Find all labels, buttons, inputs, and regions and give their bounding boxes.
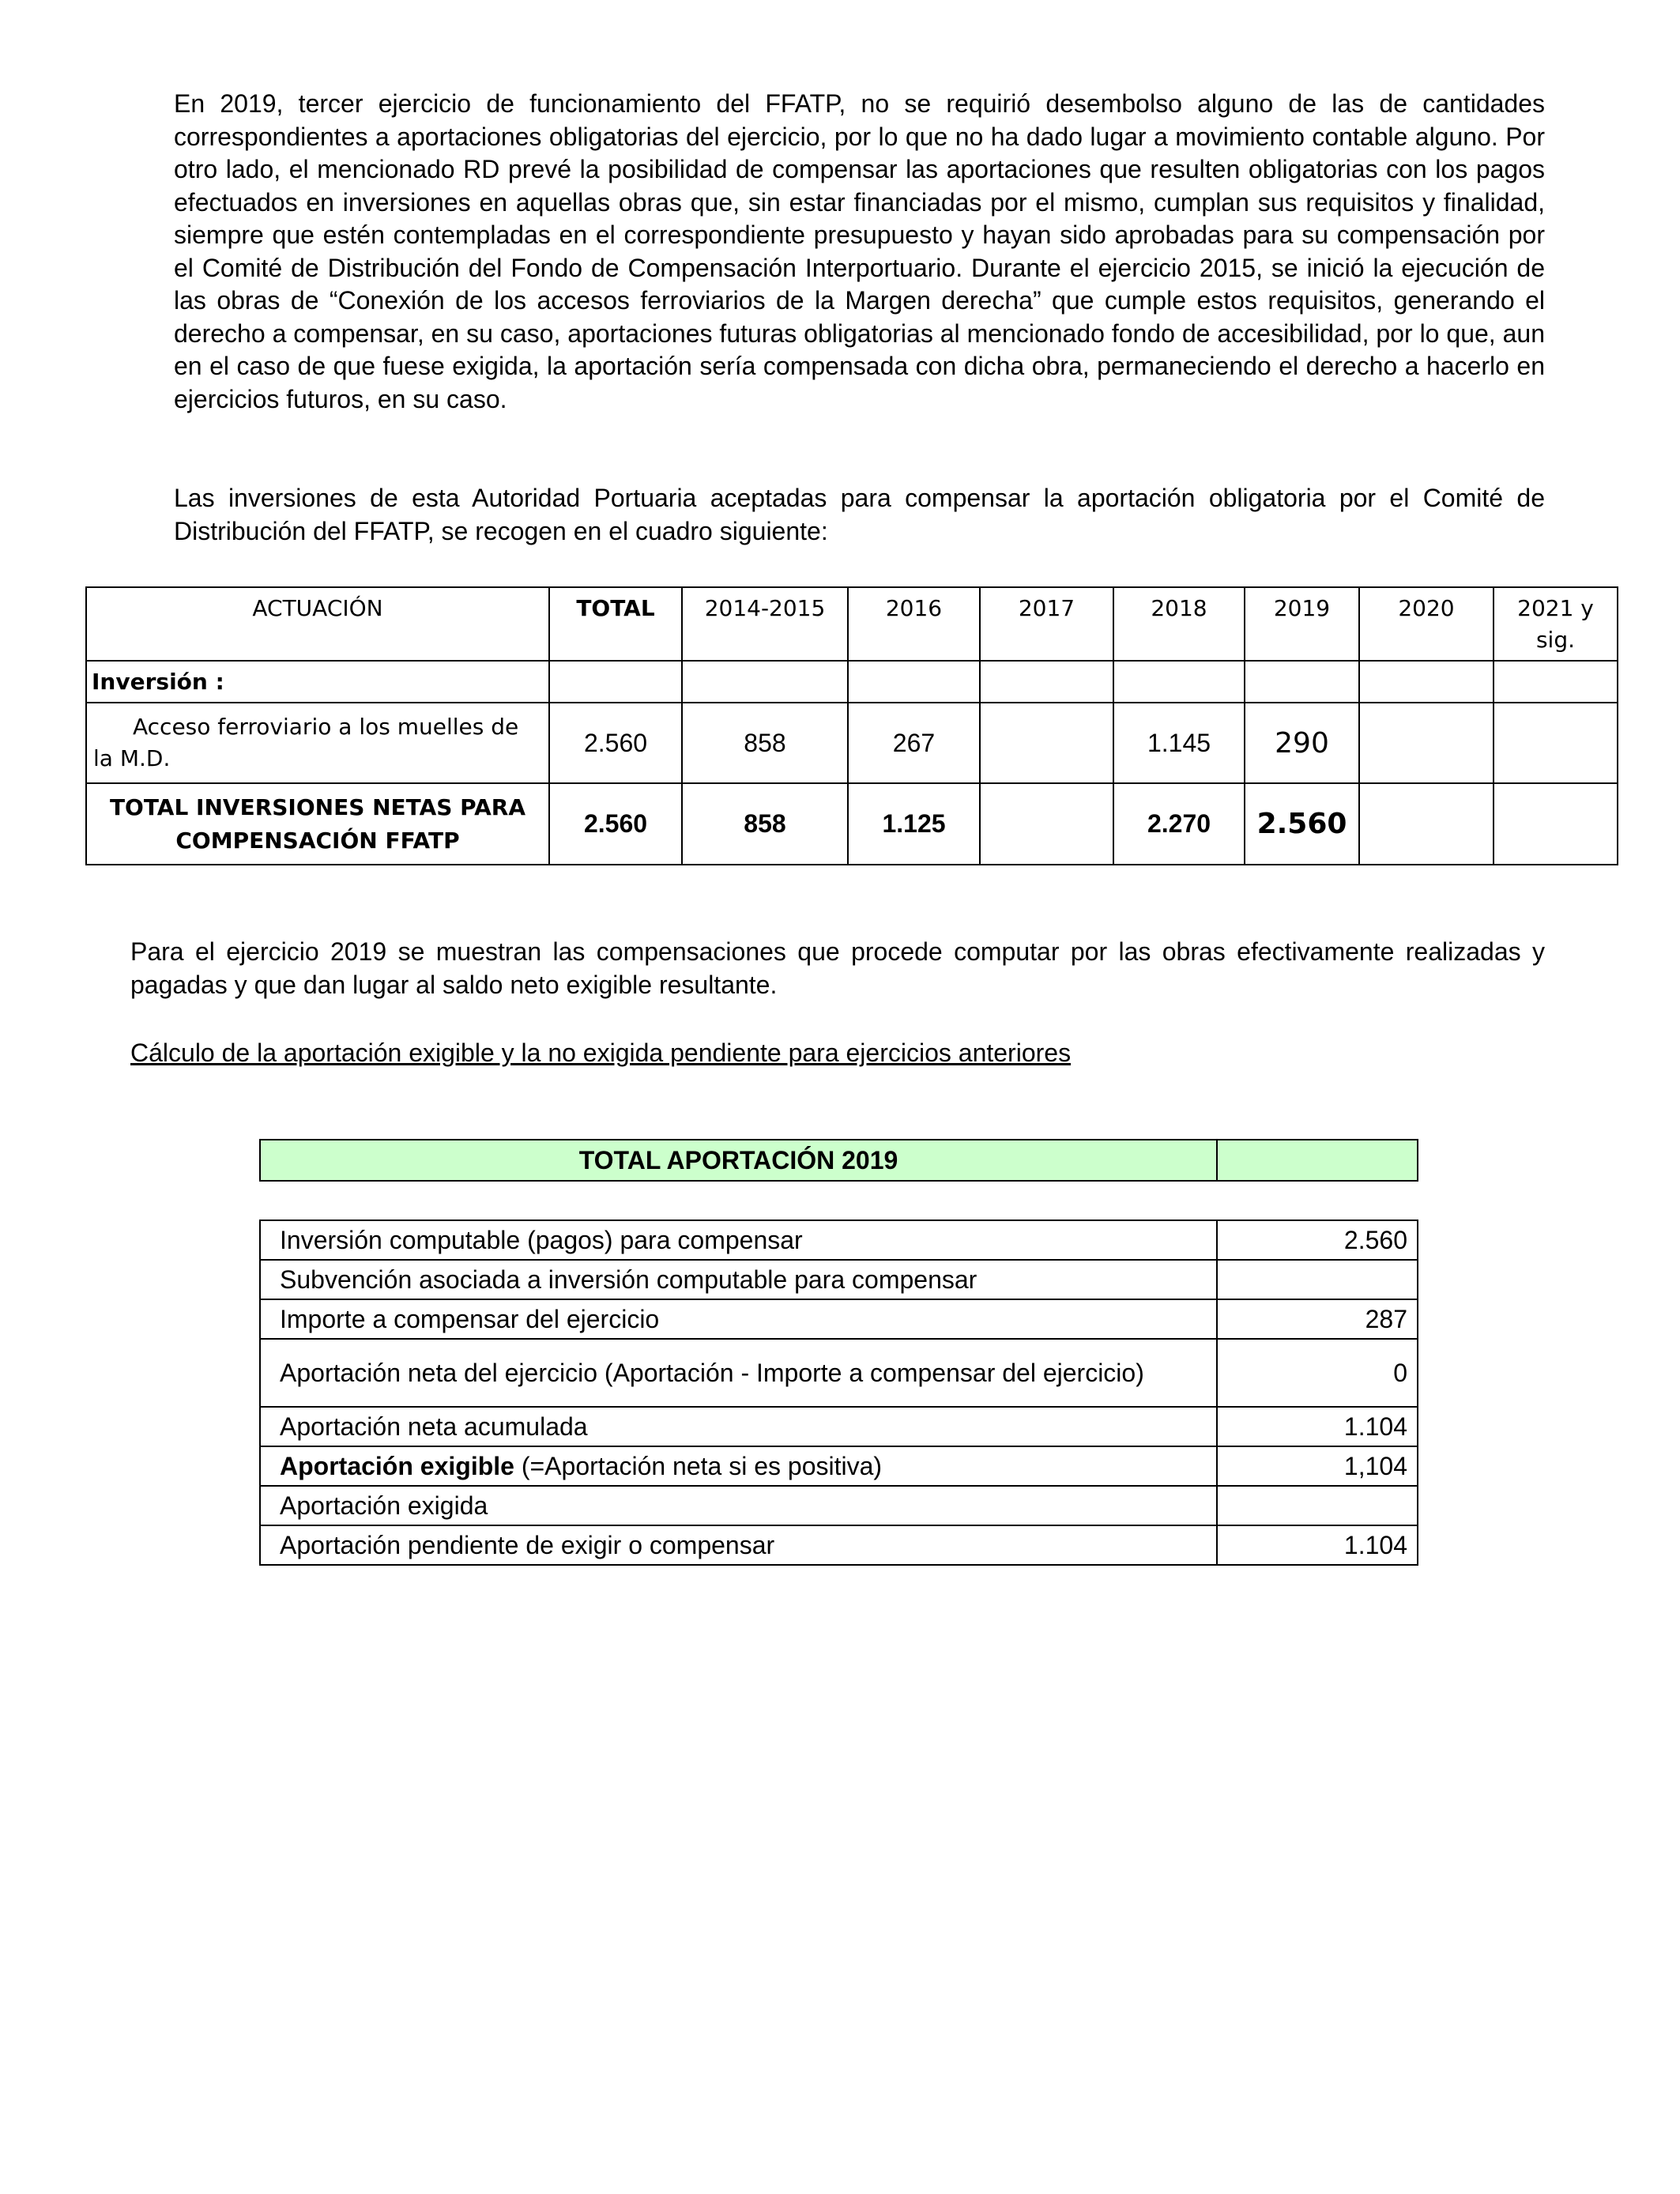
calc-value: 287 bbox=[1217, 1299, 1418, 1339]
table-row bbox=[260, 1220, 1418, 1260]
row-2020 bbox=[1359, 703, 1494, 783]
header-actuacion: ACTUACIÓN bbox=[86, 587, 549, 661]
calc-value: 1.104 bbox=[1217, 1525, 1418, 1565]
calc-value: 0 bbox=[1217, 1339, 1418, 1407]
row-2016: 267 bbox=[848, 703, 980, 783]
table-row bbox=[260, 1407, 1418, 1446]
row-total: 2.560 bbox=[549, 703, 682, 783]
compensaciones-paragraph: Para el ejercicio 2019 se muestran las compensaciones que procede computar por las obras efectivamente realizadas y pagadas y que dan lugar al saldo neto exigible resultante. bbox=[130, 937, 1545, 999]
investment-table bbox=[85, 586, 1618, 865]
investment-table-header bbox=[86, 587, 1618, 661]
calc-label: Aportación neta acumulada bbox=[260, 1407, 1217, 1446]
section-label: Inversión : bbox=[86, 661, 549, 703]
total-aportacion-title: TOTAL APORTACIÓN 2019 bbox=[260, 1140, 1217, 1181]
total-2016: 1.125 bbox=[848, 783, 980, 865]
header-2018: 2018 bbox=[1113, 587, 1245, 661]
calc-label: Aportación pendiente de exigir o compensar bbox=[260, 1525, 1217, 1565]
header-2020: 2020 bbox=[1359, 587, 1494, 661]
investment-section-row bbox=[86, 661, 1618, 703]
table-row bbox=[260, 1446, 1418, 1486]
total-2019: 2.560 bbox=[1245, 783, 1359, 865]
table-row bbox=[86, 703, 1618, 783]
calc-label: Aportación exigida bbox=[260, 1486, 1217, 1525]
row-label bbox=[86, 703, 549, 783]
row-label-text: Acceso ferroviario a los muelles de la M.D. bbox=[93, 714, 519, 771]
table-row bbox=[260, 1299, 1418, 1339]
inversiones-paragraph: Las inversiones de esta Autoridad Portuaria aceptadas para compensar la aportación obligatoria por el Comité de Distribución del FFATP, se recogen en el cuadro siguiente: bbox=[174, 484, 1545, 545]
row-2017 bbox=[980, 703, 1113, 783]
header-total: TOTAL bbox=[549, 587, 682, 661]
header-2019: 2019 bbox=[1245, 587, 1359, 661]
row-2021-sig bbox=[1494, 703, 1618, 783]
table-row bbox=[260, 1339, 1418, 1407]
calc-value: 1,104 bbox=[1217, 1446, 1418, 1486]
table-row bbox=[260, 1525, 1418, 1565]
total-row bbox=[86, 783, 1618, 865]
total-aportacion-value bbox=[1217, 1140, 1418, 1181]
calc-value: 1.104 bbox=[1217, 1407, 1418, 1446]
calc-label: Importe a compensar del ejercicio bbox=[260, 1299, 1217, 1339]
row-2019: 290 bbox=[1245, 703, 1359, 783]
total-2017 bbox=[980, 783, 1113, 865]
table-row bbox=[260, 1260, 1418, 1299]
intro-paragraph: En 2019, tercer ejercicio de funcionamiento del FFATP, no se requirió desembolso alguno de las de cantidades correspondientes a aportaciones obligatorias del ejercicio, por lo que no ha dado lugar a movimiento contable alguno. Por otro lado, el mencionado RD prevé la posibilidad de compensar las aportaciones que resulten obligatorias con los pagos efectuados en inversiones en aquellas obras que, sin estar financiadas por el mismo, cumplan sus requisitos y finalidad, siempre que estén contempladas en el correspondiente presupuesto y hayan sido aprobadas para su compensación por el Comité de Distribución del Fondo de Compensación Interportuario. Durante el ejercicio 2015, se inició la ejecución de las obras de “Conexión de los accesos ferroviarios de la Margen derecha” que cumple estos requisitos, generando el derecho a compensar, en su caso, aportaciones futuras obligatorias al mencionado fondo de accesibilidad, por lo que, aun en el caso de que fuese exigida, la aportación sería compensada con dicha obra, permaneciendo el derecho a hacerlo en ejercicios futuros, en su caso. bbox=[174, 89, 1545, 413]
header-2014-2015: 2014-2015 bbox=[682, 587, 848, 661]
total-2018: 2.270 bbox=[1113, 783, 1245, 865]
calc-value: 2.560 bbox=[1217, 1220, 1418, 1260]
total-row-label: TOTAL INVERSIONES NETAS PARA COMPENSACIÓN FFATP bbox=[86, 783, 549, 865]
total-aportacion-box bbox=[259, 1139, 1418, 1182]
calc-value bbox=[1217, 1486, 1418, 1525]
calc-label: Subvención asociada a inversión computable para compensar bbox=[260, 1260, 1217, 1299]
header-2017: 2017 bbox=[980, 587, 1113, 661]
calc-label: Aportación neta del ejercicio (Aportación - Importe a compensar del ejercicio) bbox=[260, 1339, 1217, 1407]
calc-table bbox=[259, 1220, 1418, 1566]
row-2018: 1.145 bbox=[1113, 703, 1245, 783]
total-2020 bbox=[1359, 783, 1494, 865]
calc-heading: Cálculo de la aportación exigible y la no exigida pendiente para ejercicios anteriores bbox=[130, 1039, 1072, 1067]
total-2021-sig bbox=[1494, 783, 1618, 865]
row-2014-2015: 858 bbox=[682, 703, 848, 783]
header-2016: 2016 bbox=[848, 587, 980, 661]
calc-value bbox=[1217, 1260, 1418, 1299]
total-2014-2015: 858 bbox=[682, 783, 848, 865]
calc-label-rest: (=Aportación neta si es positiva) bbox=[514, 1452, 883, 1480]
calc-label-bold: Aportación exigible bbox=[280, 1452, 514, 1480]
calc-label bbox=[260, 1446, 1217, 1486]
table-row bbox=[260, 1486, 1418, 1525]
header-2021-sig: 2021 y sig. bbox=[1494, 587, 1618, 661]
total-total: 2.560 bbox=[549, 783, 682, 865]
calc-label: Inversión computable (pagos) para compensar bbox=[260, 1220, 1217, 1260]
